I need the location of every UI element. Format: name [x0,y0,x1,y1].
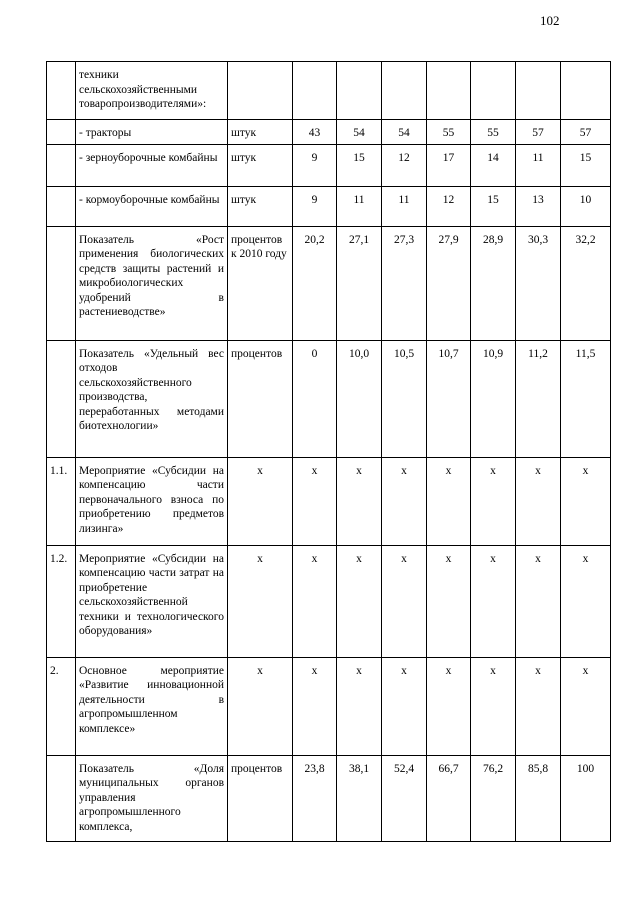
table-body [47,62,611,842]
row-value-cell: 66,7 [427,755,471,841]
row-value-cell: 10,9 [471,340,516,457]
row-value-cell: х [337,457,382,545]
indicators-table [46,61,611,842]
row-value-cell: 32,2 [561,226,611,340]
row-value-cell: 11 [382,186,427,226]
row-number-cell [47,62,76,120]
row-name-cell: - кормоуборочные комбайны [76,186,228,226]
table-row [47,62,611,120]
row-number-cell [47,120,76,145]
row-name-cell: - зерноуборочные комбайны [76,144,228,186]
row-unit-cell: х [228,545,293,657]
row-value-cell: х [471,545,516,657]
row-value-cell [561,62,611,120]
row-value-cell: х [382,545,427,657]
row-number-cell: 1.2. [47,545,76,657]
row-number-cell [47,186,76,226]
row-value-cell: 15 [561,144,611,186]
page-number: 102 [540,13,560,28]
row-name-cell: Основное мероприятие «Развитие инновационной деятельности в агропромышленном комплексе» [76,657,228,755]
row-value-cell: 54 [337,120,382,145]
row-value-cell: х [337,657,382,755]
row-value-cell: 13 [516,186,561,226]
row-value-cell: х [293,457,337,545]
row-name-cell: техники сельскохозяйственными товаропроизводителями»: [76,62,228,120]
row-value-cell: 76,2 [471,755,516,841]
row-value-cell [337,62,382,120]
table-row [47,340,611,457]
row-value-cell [293,62,337,120]
row-value-cell: х [382,657,427,755]
row-unit-cell [228,62,293,120]
row-number-cell: 1.1. [47,457,76,545]
row-value-cell: 54 [382,120,427,145]
row-value-cell [427,62,471,120]
row-value-cell: х [561,657,611,755]
row-unit-cell: процентов к 2010 году [228,226,293,340]
table-row [47,144,611,186]
row-value-cell: 10,7 [427,340,471,457]
row-number-cell [47,144,76,186]
row-value-cell: х [471,457,516,545]
row-number-cell [47,340,76,457]
row-value-cell: 12 [427,186,471,226]
row-value-cell [382,62,427,120]
table-row [47,755,611,841]
row-value-cell: х [427,545,471,657]
row-value-cell: 0 [293,340,337,457]
row-value-cell: х [427,457,471,545]
row-value-cell: 11 [516,144,561,186]
row-value-cell: х [561,457,611,545]
row-value-cell [471,62,516,120]
row-unit-cell: х [228,657,293,755]
row-value-cell: 27,3 [382,226,427,340]
row-unit-cell: штук [228,144,293,186]
table-row [47,186,611,226]
row-value-cell: 57 [561,120,611,145]
row-value-cell: 55 [471,120,516,145]
row-value-cell: х [471,657,516,755]
row-unit-cell: штук [228,120,293,145]
row-value-cell: 15 [337,144,382,186]
row-value-cell: х [561,545,611,657]
row-value-cell: 20,2 [293,226,337,340]
row-value-cell: 9 [293,186,337,226]
row-value-cell: х [516,545,561,657]
row-unit-cell: х [228,457,293,545]
row-value-cell: 85,8 [516,755,561,841]
row-value-cell: 27,9 [427,226,471,340]
row-value-cell: х [427,657,471,755]
row-number-cell: 2. [47,657,76,755]
row-value-cell: х [516,457,561,545]
row-value-cell [516,62,561,120]
row-value-cell: х [516,657,561,755]
row-value-cell: 9 [293,144,337,186]
table-row [47,457,611,545]
row-value-cell: 10,5 [382,340,427,457]
row-value-cell: 57 [516,120,561,145]
row-name-cell: Показатель «Удельный вес отходов сельскохозяйственного производства, переработанных методами биотехнологии» [76,340,228,457]
row-value-cell: х [293,657,337,755]
row-value-cell: 14 [471,144,516,186]
row-value-cell: 12 [382,144,427,186]
row-unit-cell: штук [228,186,293,226]
row-value-cell: 11,5 [561,340,611,457]
row-value-cell: 10 [561,186,611,226]
table-row [47,545,611,657]
row-value-cell: 11 [337,186,382,226]
row-value-cell: 23,8 [293,755,337,841]
row-value-cell: 28,9 [471,226,516,340]
row-value-cell: 52,4 [382,755,427,841]
row-value-cell: 100 [561,755,611,841]
row-name-cell: Мероприятие «Субсидии на компенсацию части первоначального взноса по приобретению предметов лизинга» [76,457,228,545]
row-value-cell: 11,2 [516,340,561,457]
row-value-cell: х [382,457,427,545]
table-row [47,226,611,340]
row-number-cell [47,755,76,841]
row-value-cell: 15 [471,186,516,226]
row-value-cell: х [293,545,337,657]
row-value-cell: х [337,545,382,657]
row-value-cell: 55 [427,120,471,145]
row-value-cell: 10,0 [337,340,382,457]
row-unit-cell: процентов [228,755,293,841]
row-name-cell: Показатель «Доля муниципальных органов управления агропромышленного комплекса, [76,755,228,841]
row-name-cell: - тракторы [76,120,228,145]
row-value-cell: 27,1 [337,226,382,340]
row-name-cell: Мероприятие «Субсидии на компенсацию части затрат на приобретение сельскохозяйственной техники и технологического оборудования» [76,545,228,657]
row-value-cell: 38,1 [337,755,382,841]
row-value-cell: 30,3 [516,226,561,340]
row-value-cell: 43 [293,120,337,145]
row-value-cell: 17 [427,144,471,186]
row-unit-cell: процентов [228,340,293,457]
row-number-cell [47,226,76,340]
row-name-cell: Показатель «Рост применения биологических средств защиты растений и микробиологических удобрений в растениеводстве» [76,226,228,340]
table-row [47,657,611,755]
table-row [47,120,611,145]
